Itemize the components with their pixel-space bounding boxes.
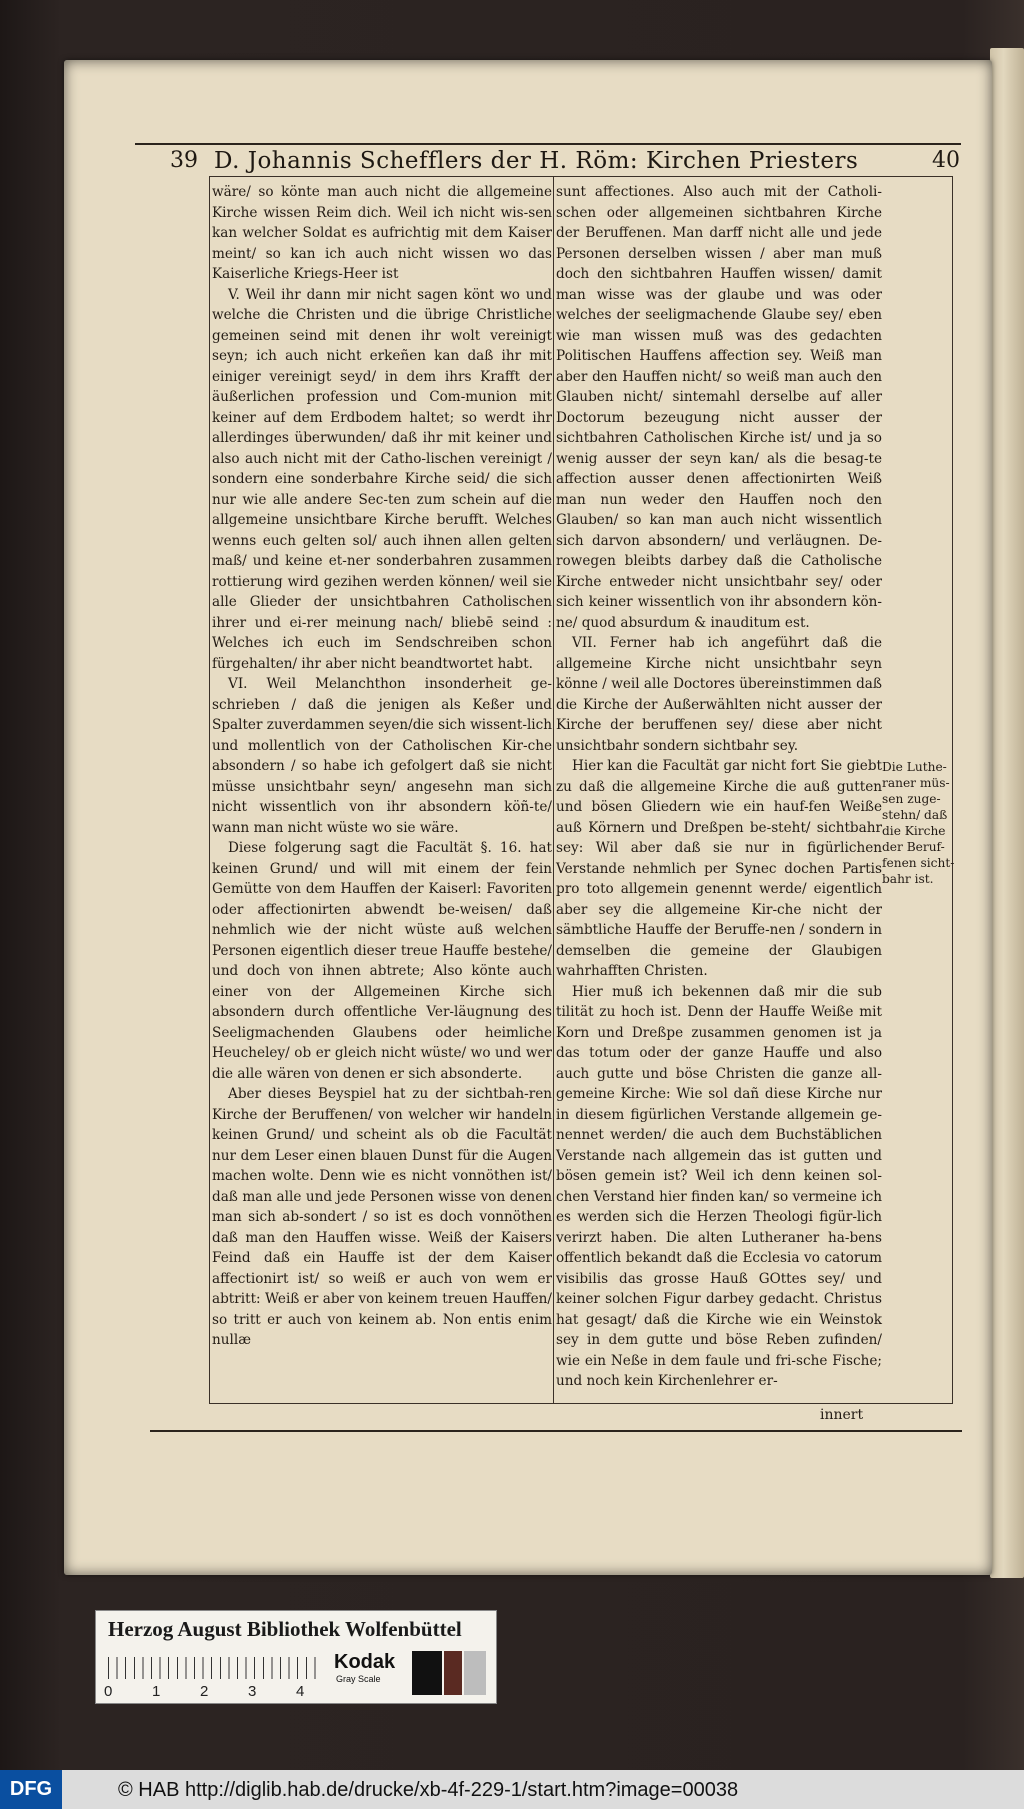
ruler-number: 4 (296, 1683, 305, 1700)
ruler-number: 2 (200, 1683, 209, 1700)
catchword: innert (820, 1407, 864, 1423)
left-column (212, 182, 552, 1351)
margin-note: Die Luthe-raner müs-sen zuge-stehn/ daß die Kirche der Beruf-fenen sicht-bahr ist. (882, 760, 955, 886)
viewer-footer (0, 1770, 1024, 1809)
running-title: D. Johannis Schefflers der H. Röm: Kirchen Priesters (214, 148, 859, 174)
paragraph: VI. Weil Melanchthon insonderheit ge-schrieben / daß die jenigen als Keßer und Spalter zuverdammen seyen/die sich wissent-lich und mollentlich von der Catholischen Kir-che absondern / so habe ich gefolgert daß sie nicht müsse unsichtbahr seyn/ angesehn man sich nicht wissentlich von ihr absondern köñ-te/ wann man nicht wüste wo sie wäre. (212, 676, 553, 836)
page-number-left: 39 (170, 148, 198, 173)
paragraph: wäre/ so könte man auch nicht die allgemeine Kirche wissen Reim dich. Weil ich nicht wis-sen kan welcher Soldat es aufrichtig mit dem Kaiser meint/ so kan ich auch nicht wissen wo das Kaiserliche Kriegs-Heer ist (212, 184, 552, 282)
gray-patch-light (464, 1651, 486, 1695)
gray-patch-black (412, 1651, 442, 1695)
ruler-number: 3 (248, 1683, 257, 1700)
ruler-number: 1 (152, 1683, 161, 1700)
header-rule (135, 143, 961, 145)
ruler-number: 0 (104, 1683, 113, 1700)
page-number-right: 40 (932, 148, 960, 173)
paragraph: V. Weil ihr dann mir nicht sagen könt wo und welche die Christen und die übrige Christliche gemeinen seind mit denen ihr wolt vereinigt seyn; ich auch nicht erkeñen kan daß ihr mit einiger vereinigt seyd/ in dem ihrs Krafft der äußerlichen profession und Com-munion mit keiner auf dem Erdbodem haltet; so werdt ihr allerdinges überwunden/ daß ihr mit keiner und also auch nicht mit der Catho-lischen vereinigt / sondern eine sonderbahre Kirche seid/ die sich nur wie alle andere Sec-ten zum schein auf die allgemeine unsichtbare Kirche berufft. Welches wenns euch gelten sol/ auch ihnen allen gelten maß/ und keine et-ner sonderbahren zusammen rottierung wird gezihen werden können/ weil sie alle Glieder der unsichtbahren Catholischen ihrer und ei-rer meinung nach/ bliebē seind : Welches ich euch im Sendschreiben schon fürgehalten/ ihr aber nicht beandtwortet habt. (212, 286, 552, 672)
dfg-logo[interactable]: DFG (0, 1770, 62, 1809)
paragraph: Diese folgerung sagt die Facultät §. 16. hat keinen Grund/ und will mit einem der fein Gemütte von dem Hauffen der Kaiserl: Favoriten oder affectionirten abwendt be-weisen/ daß nehmlich wie der nicht wüste auß welchen Personen eigentlich dieser treue Hauffe bestehe/ und doch von ihnen abtrete; Also könte auch einer von der Allgemeinen Kirche sich absondern durch offentliche Ver-läugnung des Seeligmachenden Glaubens oder heimliche Heucheley/ ob er gleich nicht wüste/ wo und wer die alle wären von denen er sich absonderte. (212, 840, 552, 1082)
paragraph: sunt affectiones. Also auch mit der Catholi-schen oder allgemeinen sichtbahren Kirche der Beruffenen. Man darff nicht alle und jede Personen derselben wissen / aber man muß doch den sichtbahren Hauffen wissen/ damit man wisse was der glaube und was oder welches der seeligmachende Glaube sey/ eben wie man wissen muß was des gedachten Politischen Hauffens affection sey. Weiß man aber den Hauffen nicht/ so weiß man auch den Glauben nicht/ sintemahl derselbe auf aller Doctorum bezeugung nicht ausser der sichtbahren Catholischen Kirche ist/ und ja so wenig ausser der seyn kan/ als die besag-te affection ausser denen affectionirten Weiß man nun weder den Hauffen noch den Glauben/ so kan man auch nicht wissentlich sich darvon absondern/ und verläugnen. De-rowegen bleibts darbey daß die Catholische Kirche entweder nicht unsichtbahr sey/ oder sich keiner wissentlich von ihr absondern kön-ne/ quod absurdum & inauditum est. (556, 184, 882, 631)
gray-patch-dark (444, 1651, 462, 1695)
column-divider (553, 176, 554, 1404)
color-calibration-bar (95, 1610, 497, 1704)
paragraph: Aber dieses Beyspiel hat zu der sichtbah-ren Kirche der Beruffenen/ von welcher wir handeln keinen Grund/ und scheint als ob die Facultät nur dem Leser einen blauen Dunst für die Augen machen wolte. Denn wie es nicht vonnöthen ist/ daß man alle und jede Personen wisse von denen man sich ab-sondert / so ist es doch vonnöthen daß man den Hauffen wisse. Weiß der Kaisers Feind daß ein Hauffe ist der dem Kaiser affectionirt ist/ so weiß er auch von wem er abtritt: Weiß er aber von keinem treuen Hauffen/ so tritt er auch von keinem ab. Non entis enim nullæ (212, 1086, 552, 1348)
paragraph: Hier kan die Facultät gar nicht fort Sie giebt zu daß die allgemeine Kirche die auß gutten und bösen Gliedern wie ein hauf-fen Weiße auß Körnern und Dreßpen be-steht/ sichtbahr sey: Wil aber daß sie nur in figürlichen Verstande nehmlich per Synec dochen Partis pro toto allgemein genennt werde/ eigentlich aber sey die allgemeine Kir-che nicht der sämbtliche Hauffe der Beruffe-nen / sondern in demselben die gemeine der Glaubigen wahrhafften Christen. (556, 758, 882, 979)
right-column (556, 182, 882, 1392)
gray-scale-label: Gray Scale (336, 1674, 381, 1684)
footer-rule (150, 1430, 962, 1432)
institution-label: Herzog August Bibliothek Wolfenbüttel (108, 1617, 462, 1641)
paragraph: VII. Ferner hab ich angeführt daß die allgemeine Kirche nicht unsichtbahr seyn könne / weil alle Doctores übereinstimmen daß die Kirche der Außerwählten nicht ausser der Kirche der beruffenen sey/ diese aber nicht unsichtbahr sondern sichtbahr sey. (556, 635, 882, 754)
next-page-edge (990, 48, 1024, 1578)
ruler-scale (108, 1657, 323, 1679)
copyright-link[interactable]: © HAB http://diglib.hab.de/drucke/xb-4f-229-1/start.htm?image=00038 (118, 1779, 739, 1801)
paragraph: Hier muß ich bekennen daß mir die sub tilität zu hoch ist. Denn der Hauffe Weiße mit Korn und Dreßpe zusammen genomen ist ja das totum oder der ganze Hauffe und also auch gutte und böse Christen die ganze all-gemeine Kirche: Wie sol dañ diese Kirche nur in diesem figürlichen Verstande allgemein ge-nennet werden/ die auch dem Buchstäblichen Verstande nach allgemein das ist gutten und bösen gemein ist? Weil ich denn keinen sol-chen Verstand hier finden kan/ so vermeine ich es werden sich die Herzen Theologi figür-lich verirzt haben. Die alten Lutheraner ha-bens offentlich bekandt daß die Ecclesia vo catorum visibilis das grosse Hauß GOttes sey/ und keiner solchen Figur darbey gedacht. Christus hat gesagt/ daß die Kirche wie ein Weinstok sey in dem gutte und böse Reben zufinden/ wie ein Neße in dem faule und fri-sche Fische; und noch kein Kirchenlehrer er- (556, 983, 882, 1389)
kodak-logo: Kodak (334, 1651, 396, 1673)
